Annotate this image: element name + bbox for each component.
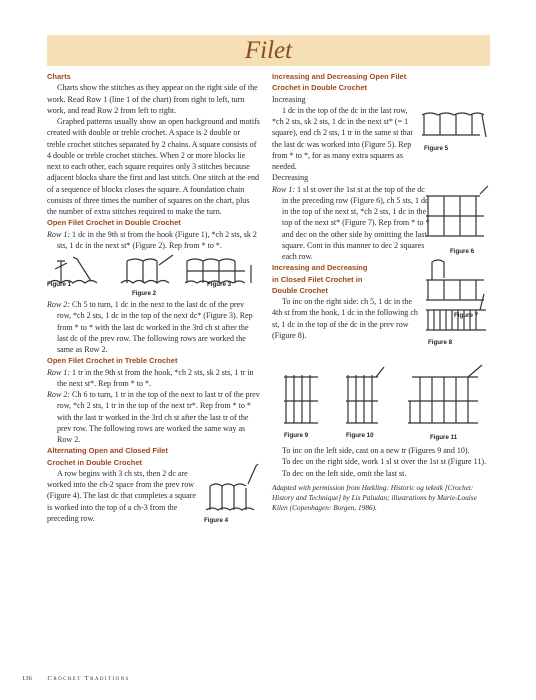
charts-paragraph-1: Charts show the stitches as they appear on the right side of the work. Read Row 1 (line 1 of the chart) from right to left, turn work, and read Row 2 from left to right.: [47, 83, 258, 115]
figure-7-caption: Figure 7: [454, 311, 479, 319]
dec-left-paragraph: To dec on the left side, omit the last st.: [282, 468, 407, 478]
row-text: Ch 5 to turn, 1 dc in the next to the last dc of the prev row, *ch 2 sts, 1 dc in the top of the next dc* (Figure 3). Rep from * to * with the last dc worked in the 3rd ch st after the last dc of the prev row. The following rows are worked the same as Row 2.: [57, 300, 253, 354]
figure-6: [424, 184, 490, 255]
row-label: Row 1:: [47, 367, 71, 377]
increasing-block: [272, 105, 490, 173]
figure-8: [424, 288, 490, 346]
book-title: Crochet Traditions: [47, 675, 130, 682]
row-label: Row 1:: [272, 184, 296, 194]
incdec-heading-line1: Increasing and Decreasing Open Filet: [272, 72, 407, 81]
charts-heading: Charts: [47, 72, 71, 81]
page-footer: [22, 675, 130, 682]
crochet-figure-8-illustration: [424, 288, 490, 338]
figure-10-caption: Figure 10: [346, 432, 374, 439]
dec-right-paragraph: To dec on the right side, work 1 sl st over the 1st st (Figure 11).: [282, 457, 487, 467]
open-tr-row2: [47, 389, 260, 445]
figure-9-caption: Figure 9: [284, 432, 309, 439]
figure-6-caption: Figure 6: [450, 247, 475, 255]
row-label: Row 2:: [47, 390, 71, 399]
alt-paragraph: A row begins with 3 ch sts, then 2 dc are worked into the ch-2 space from the prev row (Figure 4). The last dc that completes a square is worked into the top of a ch-3 from the preceding row.: [47, 468, 196, 523]
open-dc-heading: Open Filet Crochet in Double Crochet: [47, 218, 181, 228]
figure-4-caption: Figure 4: [204, 516, 229, 524]
closed-heading-line2: in Closed Filet Crochet in: [272, 274, 363, 284]
page-title: Filet: [244, 37, 293, 64]
alt-heading-line2: Crochet in Double Crochet: [47, 457, 143, 467]
row-text: Ch 6 to turn, 1 tr in the top of the next to last tr of the prev row, *ch 2 sts, 1 tr in the top of the next tr*. Rep from * to * with the last tr worked in the 3rd ch st after the last tr of the prev row. The following rows are worked the same way as Row 2.: [57, 390, 260, 444]
inc-left-paragraph: To inc on the left side, cast on a new tr (Figures 9 and 10).: [282, 446, 470, 455]
closed-heading-line1: Increasing and Decreasing: [272, 263, 368, 273]
decreasing-label: Decreasing: [272, 173, 309, 183]
open-tr-row1: [47, 367, 260, 390]
figure-3-caption: Figure 3: [207, 281, 232, 288]
page-number: 136: [22, 675, 32, 682]
open-dc-row1: [47, 229, 260, 252]
figure-4: [202, 460, 260, 525]
crochet-figure-4-illustration: [202, 460, 260, 522]
row-label: Row 1:: [47, 229, 71, 239]
figures-1-3: [47, 251, 260, 299]
figure-2-caption: Figure 2: [132, 290, 157, 297]
alt-block: [47, 468, 260, 524]
increasing-paragraph: 1 dc in the top of the dc in the last row, *ch 2 sts, sk 2 sts, 1 dc in the next st* (= 1 square), end ch 2 sts, 1 tr in the same st that the last dc was worked into (Figure 5). Rep from * to *, for as many extra squares as needed.: [272, 105, 413, 171]
figures-9-11: [272, 347, 490, 445]
row-label: Row 2:: [47, 300, 71, 309]
left-column: [47, 71, 260, 524]
alt-heading-line1: Alternating Open and Closed Filet: [47, 446, 168, 456]
crochet-figure-6-illustration: [424, 184, 490, 244]
figure-5-caption: Figure 5: [424, 144, 449, 152]
figure-1-caption: Figure 1: [47, 281, 72, 288]
charts-paragraph-2: Graphed patterns usually show an open background and motifs created with double or treble crochet. A space is 2 double or treble crochet stitches separated by 2 chains. A square consists of 4 double or treble crochet stitches. When 2 or more blocks lie next to each other, each square requires only 3 stitches because adjacent blocks share the first and last stitch. One stitch at the end of a sequence of blocks closes the square. A foundation chain consists of three times the number of squares on the chart, plus the number of extra stitches required to make the turn.: [47, 117, 260, 216]
title-banner: [47, 35, 490, 66]
figure-11-caption: Figure 11: [430, 434, 458, 441]
crochet-figures-9-11-illustration: [272, 363, 490, 439]
right-column: [272, 71, 490, 514]
credit-note: Adapted with permission from Hækling: Historic og teknik [Crochet: History and Technique] by Lis Paludan; illustrations by Marie-Louise Kilen (Copenhagen: Borgen, 1986).: [272, 482, 477, 513]
closed-heading-line3: Double Crochet: [272, 285, 328, 295]
incdec-heading-line2: Crochet in Double Crochet: [272, 83, 368, 93]
closed-block: [272, 296, 490, 346]
figure-8-caption: Figure 8: [428, 339, 453, 346]
row-text: 1 tr in the 9th st from the hook, *ch 2 sts, sk 2 sts, 1 tr in the next st*. Rep from * to *.: [57, 367, 254, 388]
figure-5: [420, 101, 490, 152]
row-text: 1 sl st over the 1st st at the top of the dc in the preceding row (Figure 6), ch 5 sts, 1 dc in the top of the next st, *ch 2 sts, 1 dc in the top of the next st* (Figure 7). Rep from * to * and dec on the other side by omitting the last square. Cont in this manner to dec 2 squares each row.: [282, 184, 430, 261]
open-dc-row2: [47, 299, 260, 355]
increasing-label: Increasing: [272, 94, 306, 104]
decreasing-row1: [272, 184, 430, 263]
open-tr-heading: Open Filet Crochet in Treble Crochet: [47, 356, 178, 366]
crochet-figure-5-illustration: [420, 101, 490, 145]
closed-paragraph: To inc on the right side: ch 5, 1 dc in the 4th st from the hook, 1 dc in the following ch st, 1 dc in the top of the dc in the prev row (Figure 8).: [272, 297, 418, 340]
row-text: 1 dc in the 9th st from the hook (Figure 1), *ch 2 sts, sk 2 sts, 1 dc in the next st* (Figure 2). Rep from * to *.: [57, 229, 257, 250]
